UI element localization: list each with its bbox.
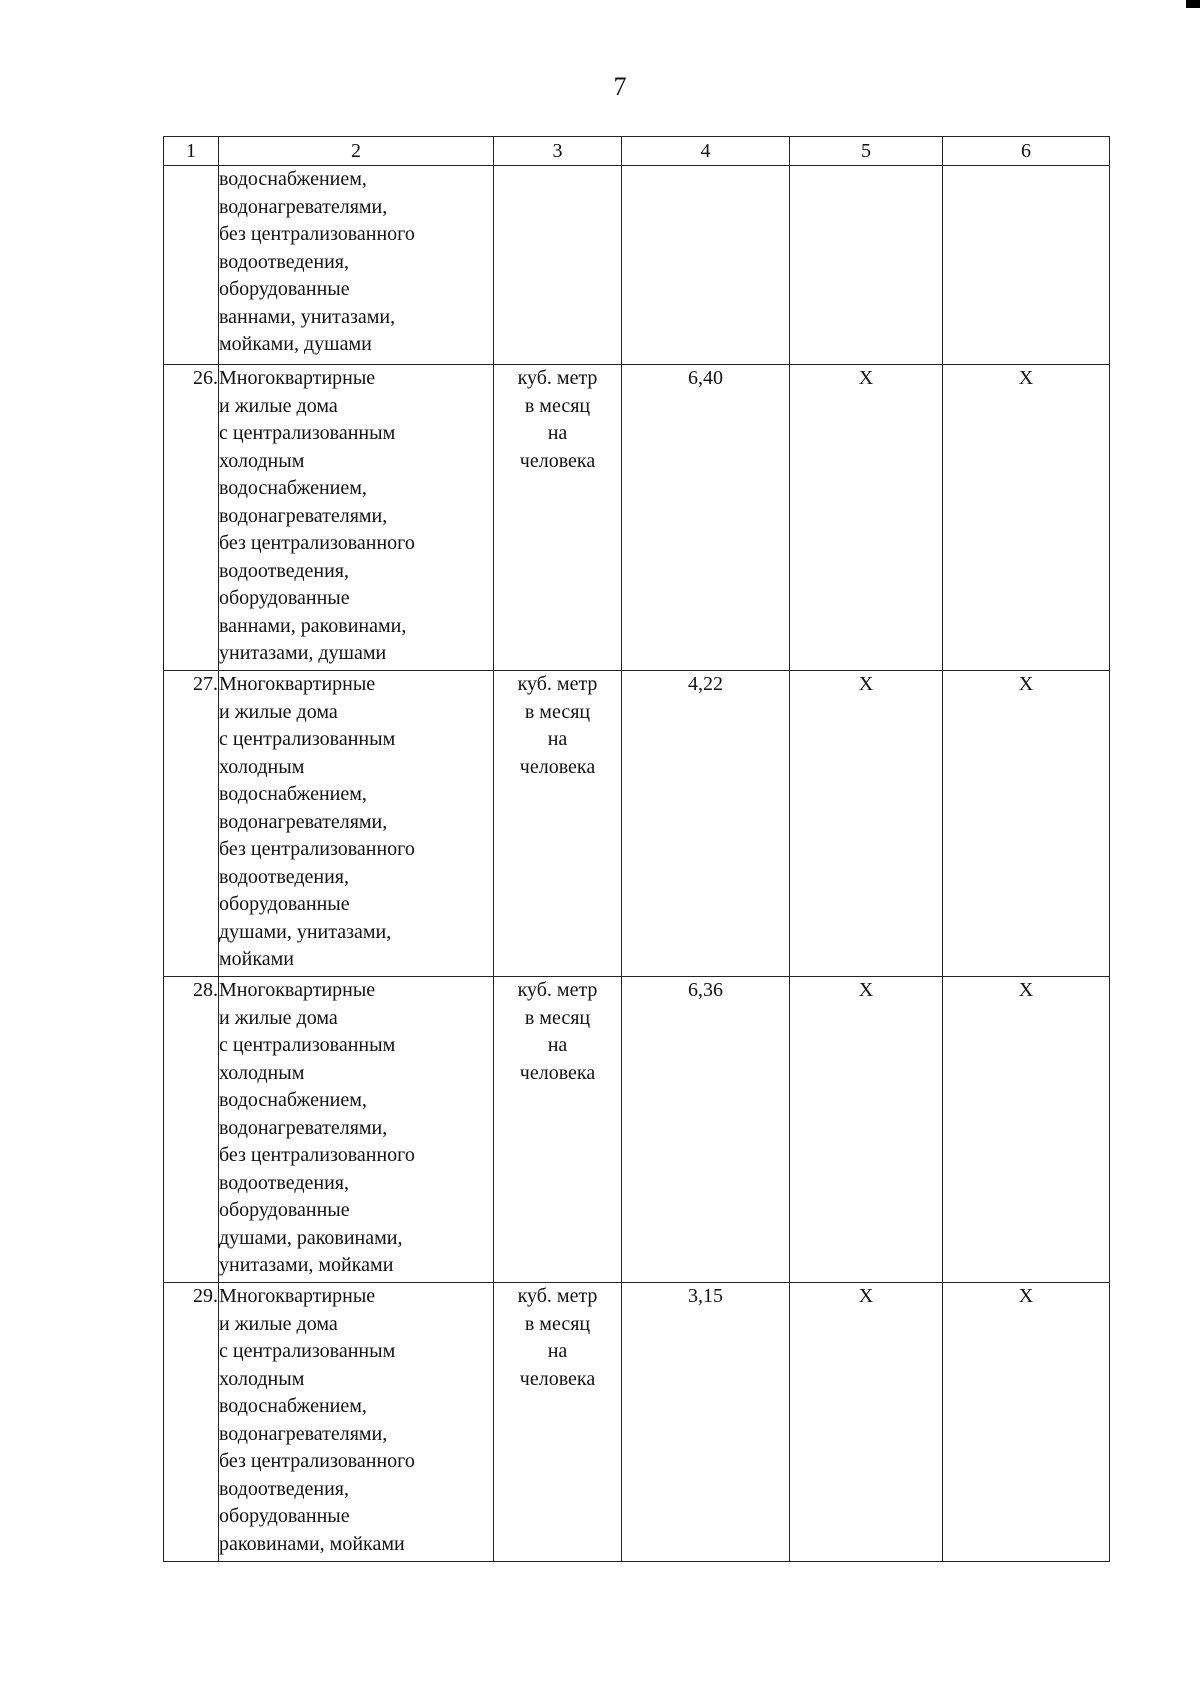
row-number: 27.	[164, 671, 219, 977]
continuation-description: водоснабжением, водонагревателями, без централизованного водоотведения, оборудованные ваннами, унитазами, мойками, душами	[219, 166, 494, 365]
norms-table	[163, 136, 1110, 1562]
header-col-2: 2	[219, 137, 494, 166]
header-row	[164, 137, 1110, 166]
row-unit: куб. метр в месяц на человека	[494, 365, 622, 671]
continuation-col6-cell	[943, 166, 1110, 365]
row-unit: куб. метр в месяц на человека	[494, 1283, 622, 1562]
row-number: 26.	[164, 365, 219, 671]
row-value: 3,15	[622, 1283, 790, 1562]
row-col6-mark: X	[943, 365, 1110, 671]
page-number: 7	[613, 72, 627, 101]
row-col5-mark: X	[790, 365, 943, 671]
row-col5-mark: X	[790, 1283, 943, 1562]
header-col-3: 3	[494, 137, 622, 166]
row-description: Многоквартирные и жилые дома с централизованным холодным водоснабжением, водонагревателями, без централизованного водоотведения, оборудованные душами, раковинами, унитазами, мойками	[219, 977, 494, 1283]
row-col6-mark: X	[943, 671, 1110, 977]
row-unit: куб. метр в месяц на человека	[494, 671, 622, 977]
scan-corner-mark	[1186, 0, 1200, 8]
row-number: 29.	[164, 1283, 219, 1562]
row-value: 6,36	[622, 977, 790, 1283]
table-row	[164, 977, 1110, 1283]
row-value: 6,40	[622, 365, 790, 671]
header-col-1: 1	[164, 137, 219, 166]
header-col-5: 5	[790, 137, 943, 166]
continuation-row	[164, 166, 1110, 365]
table-row	[164, 671, 1110, 977]
row-col6-mark: X	[943, 1283, 1110, 1562]
continuation-value-cell	[622, 166, 790, 365]
row-number: 28.	[164, 977, 219, 1283]
continuation-num-cell	[164, 166, 219, 365]
row-col5-mark: X	[790, 977, 943, 1283]
row-value: 4,22	[622, 671, 790, 977]
table-row	[164, 365, 1110, 671]
row-col5-mark: X	[790, 671, 943, 977]
header-col-4: 4	[622, 137, 790, 166]
header-col-6: 6	[943, 137, 1110, 166]
row-description: Многоквартирные и жилые дома с централизованным холодным водоснабжением, водонагревателями, без централизованного водоотведения, оборудованные раковинами, мойками	[219, 1283, 494, 1562]
row-unit: куб. метр в месяц на человека	[494, 977, 622, 1283]
row-description: Многоквартирные и жилые дома с централизованным холодным водоснабжением, водонагревателями, без централизованного водоотведения, оборудованные ваннами, раковинами, унитазами, душами	[219, 365, 494, 671]
row-description: Многоквартирные и жилые дома с централизованным холодным водоснабжением, водонагревателями, без централизованного водоотведения, оборудованные душами, унитазами, мойками	[219, 671, 494, 977]
continuation-unit-cell	[494, 166, 622, 365]
row-col6-mark: X	[943, 977, 1110, 1283]
table-row	[164, 1283, 1110, 1562]
continuation-col5-cell	[790, 166, 943, 365]
